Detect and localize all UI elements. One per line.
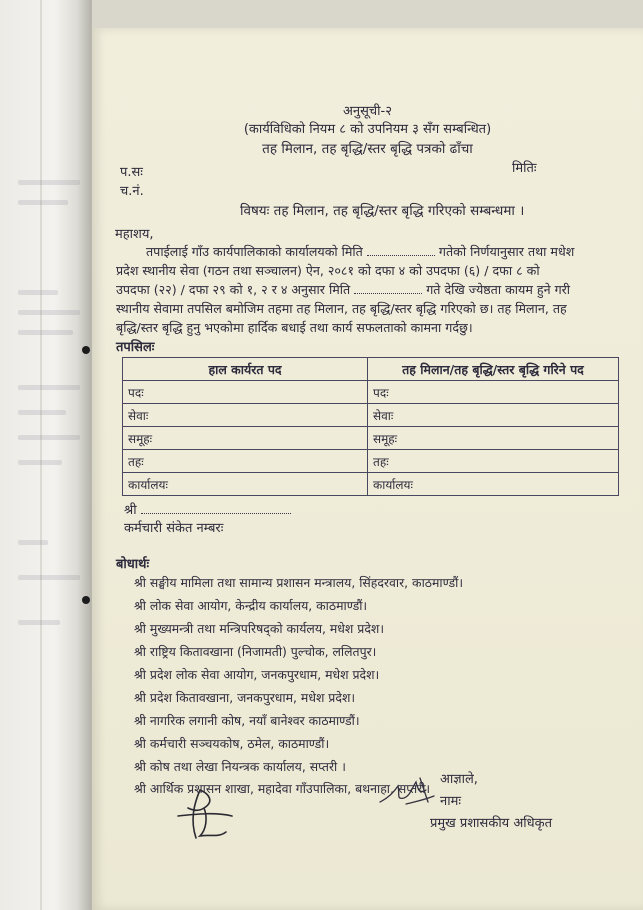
handwritten-signature: [170, 786, 240, 848]
table-row: [123, 473, 619, 496]
table-row: [123, 427, 619, 450]
binding-hole: [82, 596, 90, 604]
cc-item: श्री सङ्घीय मामिला तथा सामान्य प्रशासन मन्त्रालय, सिंहदरवार, काठमाण्डौं।: [134, 575, 464, 590]
subject-line: विषयः तह मिलान, तह बृद्धि/स्तर बृद्धि गरिएको सम्बन्धमा ।: [240, 203, 525, 219]
table-cell: सेवाः: [368, 404, 619, 427]
position-table: [122, 357, 619, 496]
left-facing-page: [0, 0, 92, 910]
cc-item: श्री कोष तथा लेखा नियन्त्रक कार्यालय, सप्तरी ।: [134, 759, 346, 774]
recipient-honorific: श्री: [124, 503, 137, 518]
cc-item: श्री आर्थिक प्रशासन शाखा, महादेवा गाँउपालिका, बथनाहा, सप्तरी।: [134, 781, 431, 796]
table-cell: पदः: [123, 381, 368, 404]
bleed-through-mark: [18, 385, 80, 390]
bleed-through-mark: [18, 575, 80, 580]
bleed-through-mark: [18, 460, 62, 465]
date-blank: [367, 244, 435, 256]
cc-item: श्री मुख्यमन्त्री तथा मन्त्रिपरिषद्को कार्यलय, मधेश प्रदेश।: [134, 621, 385, 636]
page-edge: [40, 0, 42, 910]
body-line-3: [116, 280, 570, 299]
letter-number: प.सः: [120, 165, 143, 180]
table-cell: समूहः: [368, 427, 619, 450]
cc-item: श्री राष्ट्रिय कितावखाना (निजामती) पुल्चोक, ललितपुर।: [134, 644, 377, 659]
bleed-through-mark: [18, 435, 80, 440]
cc-item: श्री नागरिक लगानी कोष, नयाँ बानेश्वर काठमाण्डौं।: [134, 713, 360, 728]
current-position-header: हाल कार्यरत पद: [123, 358, 368, 381]
table-header-row: [123, 358, 619, 381]
body-line-1: [146, 242, 574, 261]
date-label: मितिः: [512, 161, 537, 176]
table-cell: समूहः: [123, 427, 368, 450]
rule-reference: (कार्यविधिको नियम ८ को उपनियम ३ सँग सम्बन्धित): [243, 122, 492, 137]
bleed-through-mark: [18, 290, 58, 295]
body-line-1-start: तपाईलाई गाँउ कार्यपालिकाको कार्यालयको मिति: [146, 244, 363, 259]
bleed-through-mark: [18, 330, 73, 335]
table-row: [123, 450, 619, 473]
cc-item: श्री कर्मचारी सञ्चयकोष, ठमेल, काठमाण्डौं।: [134, 736, 330, 751]
cc-item: श्री प्रदेश लोक सेवा आयोग, जनकपुरधाम, मधेश प्रदेश।: [134, 667, 380, 682]
bleed-through-mark: [18, 620, 60, 625]
table-row: [123, 404, 619, 427]
annex-title: अनुसूची-२: [342, 104, 392, 119]
body-line-1-end: गतेको निर्णयानुसार तथा मधेश: [438, 244, 575, 259]
by-order-label: आज्ञाले,: [440, 772, 478, 787]
salutation: महाशय,: [115, 227, 154, 242]
recipient-line: [124, 502, 291, 520]
body-line-2: प्रदेश स्थानीय सेवा (गठन तथा सञ्चालन) ऐन, २०८१ को दफा ४ को उपदफा (६) / दफा ८ को: [116, 263, 540, 278]
body-line-5: बृद्धि/स्तर बृद्धि हुनु भएकोमा हार्दिक बधाई तथा कार्य सफलताको कामना गर्दछु।: [116, 320, 473, 335]
bleed-through-mark: [18, 540, 48, 545]
cc-item: श्री लोक सेवा आयोग, केन्द्रीय कार्यालय, काठमाण्डौं।: [134, 598, 368, 613]
document-title: तह मिलान, तह बृद्धि/स्तर बृद्धि पत्रको ढाँचा: [262, 141, 473, 157]
cc-heading: बोधार्थः: [116, 557, 150, 572]
table-row: [123, 381, 619, 404]
handwritten-initials: [376, 772, 438, 810]
employee-code-label: कर्मचारी संकेत नम्बरः: [124, 521, 224, 536]
designation: प्रमुख प्रशासकीय अधिकृत: [430, 816, 553, 831]
binding-hole: [82, 346, 90, 354]
recipient-name-blank: [141, 502, 291, 514]
date-blank: [354, 282, 422, 294]
bleed-through-mark: [18, 410, 66, 415]
table-cell: कार्यालयः: [123, 473, 368, 496]
bleed-through-mark: [18, 180, 80, 185]
table-cell: पदः: [368, 381, 619, 404]
table-cell: तहः: [368, 450, 619, 473]
body-line-4: स्थानीय सेवामा तपसिल बमोजिम तहमा तह मिलान, तह बृद्धि/स्तर बृद्धि गरिएको छ। तह मिलान, तह: [116, 301, 567, 316]
body-line-3-end: गते देखि ज्येष्ठता कायम हुने गरी: [426, 282, 571, 297]
bleed-through-mark: [18, 310, 80, 315]
table-cell: कार्यालयः: [368, 473, 619, 496]
new-position-header: तह मिलान/तह बृद्धि/स्तर बृद्धि गरिने पद: [368, 358, 619, 381]
dispatch-number: च.नं.: [120, 184, 144, 199]
schedule-label: तपसिलः: [116, 340, 155, 355]
cc-item: श्री प्रदेश कितावखाना, जनकपुरधाम, मधेश प्रदेश।: [134, 690, 356, 705]
bleed-through-mark: [18, 200, 68, 205]
body-line-3-start: उपदफा (२२) / दफा २९ को १, २ र ४ अनुसार मिति: [116, 282, 351, 297]
name-label: नामः: [440, 794, 461, 809]
page-fold-shadow: [77, 0, 91, 910]
table-cell: सेवाः: [123, 404, 368, 427]
table-cell: तहः: [123, 450, 368, 473]
